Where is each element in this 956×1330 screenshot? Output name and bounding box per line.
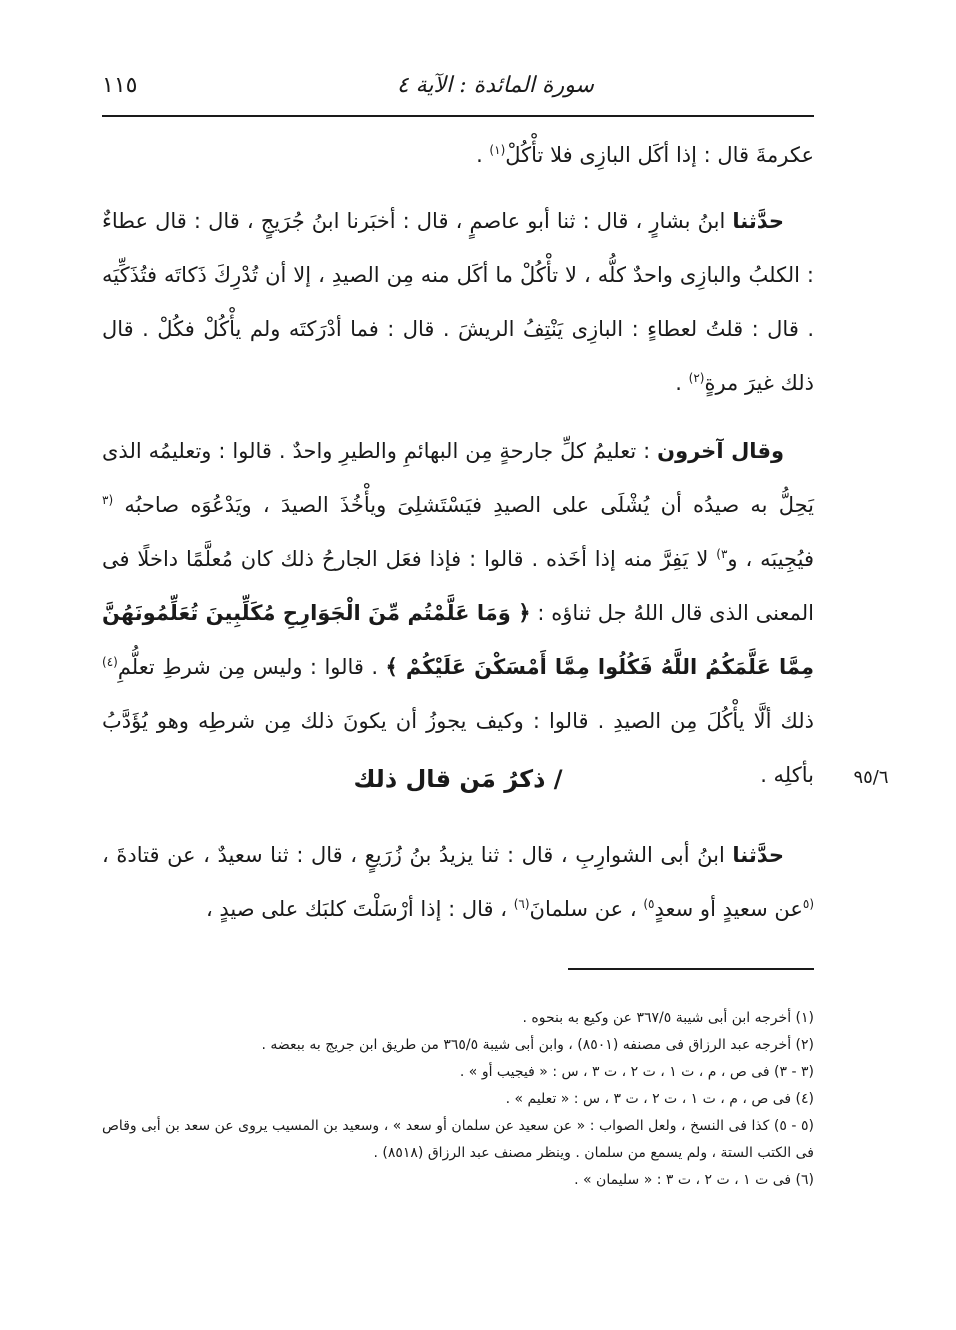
narration-lead: حدَّثنا xyxy=(732,209,784,233)
text-block-3 xyxy=(102,828,814,936)
text-block-1 xyxy=(102,128,814,410)
footnote-1: (١) أخرجه ابن أبى شيبة ٣٦٧/٥ عن وكيع به بنحوه . xyxy=(522,1010,814,1026)
paragraph-end: . xyxy=(476,143,490,167)
footnote-marker-4[interactable]: (٤) xyxy=(102,655,118,669)
paragraph-others xyxy=(102,424,814,802)
narration-lead: حدَّثنا xyxy=(732,843,784,867)
footnote-marker-5-close[interactable]: ٥) xyxy=(643,897,655,911)
paragraph-ibn-bashar xyxy=(102,194,814,410)
paragraph-text: عن سعيدٍ أو سعدٍ xyxy=(654,897,803,921)
paragraph-text: ذلك ألَّا يأْكُلَ مِن الصيدِ . قالوا : وكيف يجوزُ أن يكونَ ذلك مِن شرطِه وهو يُؤَدَّبُ بأكلِه . xyxy=(102,709,814,787)
paragraph-text: ، عن سلمانَ xyxy=(529,897,644,921)
opinion-lead: وقال آخرون xyxy=(657,439,784,463)
page-number: ١١٥ xyxy=(102,72,138,98)
footnote-marker-1[interactable]: (١) xyxy=(489,143,506,157)
paragraph-text: . قالوا : وليس مِن شرطِ تعلُّمِ xyxy=(117,655,386,679)
paragraph-text: لا يَفِرَّ منه إذا أخَذه . قالوا : فإذا فعَل الجارحُ ذلك كان مُعلَّمًا داخلًا فى المعنى الذى قال اللهُ جل ثناؤه : xyxy=(102,547,814,625)
footnote-4: (٤) فى ص ، م ، ت ١ ، ت ٢ ، ت ٣ ، س : « تعليم » . xyxy=(505,1091,814,1107)
footnote-separator xyxy=(568,968,814,970)
paragraph-ibn-abi-shawarib xyxy=(102,828,814,936)
footnote-2: (٢) أخرجه عبد الرزاق فى مصنفه (٨٥٠١) ، وابن أبى شيبة ٣٦٥/٥ من طريق ابن جريج به ببعضه . xyxy=(261,1037,814,1053)
margin-reference: ٩٥/٦ xyxy=(853,767,889,788)
paragraph-text: فيُجِيبَه ، و xyxy=(727,547,814,571)
footnote-marker-6[interactable]: (٦) xyxy=(513,897,530,911)
paragraph-ikrima xyxy=(102,128,814,182)
paragraph-text: ابنُ بشارٍ ، قال : ثنا أبو عاصمٍ ، قال : أخبَرنا ابنُ جُرَيجٍ ، قال : قال عطاءٌ : الكلبُ والبازِى واحدٌ كلُّه ، لا تأْكُلْ ما أكَل منه مِن الصيدِ ، إلا أن تُدْرِكَ ذَكاتَه فتُذَكِّيَه . قال : قلتُ لعطاءٍ : البازِى يَنْتِفُ الريشَ . قال : فما أدْرَكتَه ولم يأْكُلْ فكُلْ . قال ذلك غيرَ مرةٍ xyxy=(102,209,814,395)
text-block-2 xyxy=(102,424,814,802)
section-heading: / ذكرُ مَن قال ذلك xyxy=(353,765,563,793)
paragraph-text: ، قال : إذا أرْسَلْتَ كلبَك على صيدٍ ، xyxy=(205,897,514,921)
header-rule xyxy=(102,115,814,117)
paragraph-end: . xyxy=(675,371,689,395)
footnote-marker-5-open[interactable]: (٥ xyxy=(802,897,814,911)
footnote-3: (٣ - ٣) فى ص ، م ، ت ١ ، ت ٢ ، ت ٣ ، س : « فيجيب أو » . xyxy=(459,1064,814,1080)
footnote-marker-3-close[interactable]: ٣) xyxy=(716,547,728,561)
paragraph-text: : تعليمُ كلِّ جارحةٍ مِن البهائمِ والطيرِ واحدٌ . قالوا : وتعليمُه الذى يَحِلُّ به صيدُه أن يُشْلَى على الصيدِ فيَسْتَشلِىَ ويأْخُذَ الصيدَ ، ويَدْعُوَه صاحبُه xyxy=(102,439,814,517)
footnotes xyxy=(102,1005,814,1194)
running-header xyxy=(102,64,814,106)
book-page xyxy=(102,0,889,1330)
paragraph-text: ابنُ أبى الشوارِبِ ، قال : ثنا يزيدُ بنُ زُرَيعٍ ، قال : ثنا سعيدٌ ، عن قتادةَ ، xyxy=(102,843,733,867)
footnote-5: (٥ - ٥) كذا فى النسخ ، ولعل الصواب : « عن سعيد عن سلمان أو سعد » ، وسعيد بن المسيب يروى عن سعد بن أبى وقاص فى الكتب الستة ، ولم يسمع من سلمان . وينظر مصنف عبد الرزاق (٨٥١٨) . xyxy=(102,1118,814,1161)
header-title: سورة المائدة : الآية ٤ xyxy=(396,72,594,98)
footnote-6: (٦) فى ت ١ ، ت ٢ ، ت ٣ : « سليمان » . xyxy=(574,1172,814,1188)
footnote-marker-2[interactable]: (٢) xyxy=(688,371,705,385)
quran-verse: ﴿ وَمَا عَلَّمْتُم مِّنَ الْجَوَارِحِ مُكَلِّبِينَ تُعَلِّمُونَهُنَّ مِمَّا عَلَّمَكُمُ اللَّهُ فَكُلُوا مِمَّا أَمْسَكْنَ عَلَيْكُمْ ﴾ xyxy=(102,601,815,679)
footnote-marker-3-open[interactable]: (٣ xyxy=(102,493,114,507)
paragraph-text: عكرمةَ قال : إذا أكَل البازِى فلا تأْكُلْ xyxy=(505,143,814,167)
